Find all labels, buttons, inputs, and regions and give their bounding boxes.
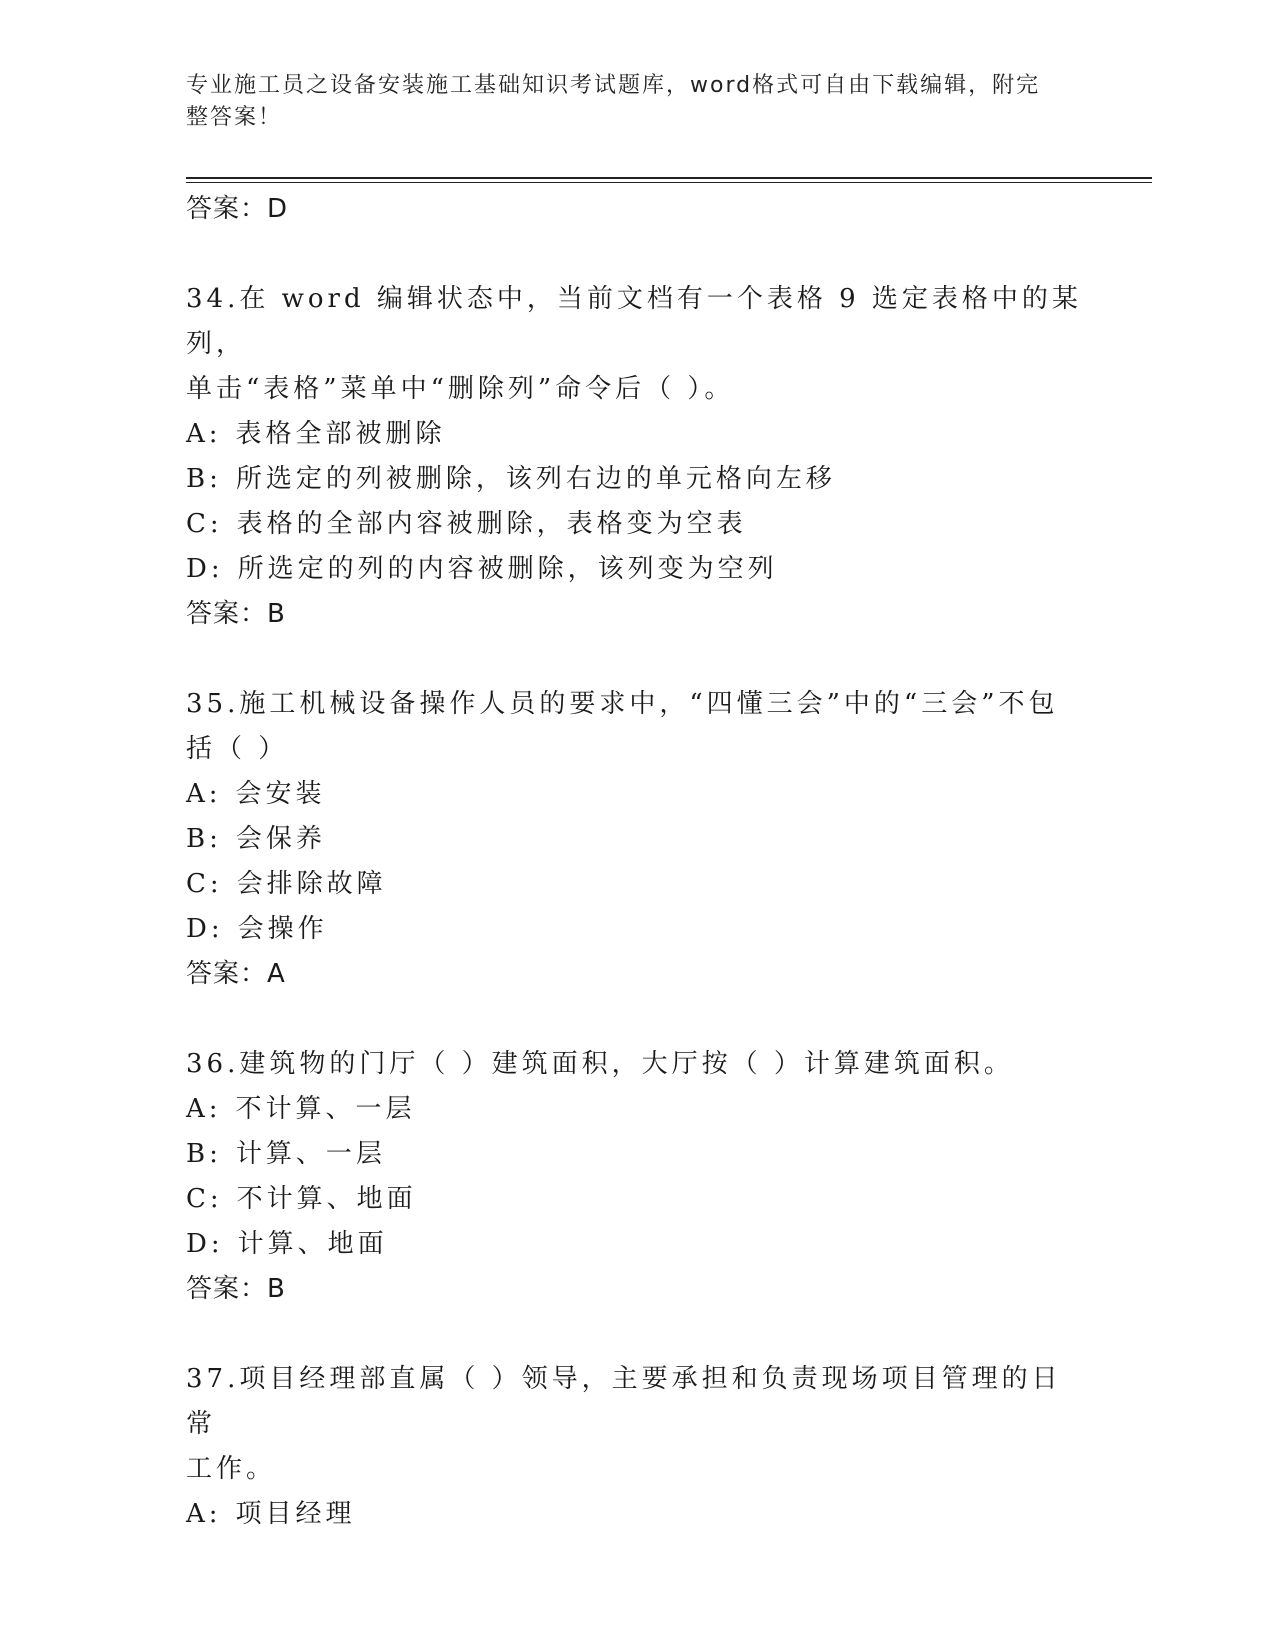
- question-block: [186, 1042, 1086, 1311]
- option-key: B:: [186, 1139, 222, 1169]
- option-text: 不计算、地面: [236, 1184, 417, 1214]
- question-block: [186, 682, 1086, 996]
- page-header: [186, 70, 1066, 134]
- answer-option: [186, 547, 1086, 592]
- answer-line: 答案：D: [186, 194, 289, 224]
- question-stem-line: 35.施工机械设备操作人员的要求中，“四懂三会”中的“三会”不包: [186, 689, 1059, 719]
- option-text: 所选定的列的内容被删除，该列变为空列: [237, 554, 778, 584]
- question-stem-line: 37.项目经理部直属（ ）领导，主要承担和负责现场项目管理的日常: [186, 1364, 1062, 1439]
- question-stem-line: 括（ ）: [186, 734, 289, 764]
- answer-option: [186, 1222, 1086, 1267]
- question-block: [186, 277, 1086, 636]
- question-block: [186, 1357, 1086, 1537]
- option-key: D:: [186, 554, 224, 584]
- option-text: 表格全部被删除: [235, 419, 446, 449]
- option-key: C:: [186, 1184, 223, 1214]
- header-divider-thin: [186, 182, 1152, 183]
- question-stem-line: 36.建筑物的门厅（ ）建筑面积，大厅按（ ）计算建筑面积。: [186, 1049, 1014, 1079]
- question-stem-line: 34.在 word 编辑状态中，当前文档有一个表格 9 选定表格中的某列，: [186, 284, 1082, 359]
- answer-option: [186, 457, 1086, 502]
- answer-option: [186, 862, 1086, 907]
- option-key: B:: [186, 464, 222, 494]
- option-key: A:: [186, 1499, 222, 1529]
- answer-option: [186, 502, 1086, 547]
- option-text: 所选定的列被删除，该列右边的单元格向左移: [235, 464, 836, 494]
- answer-option: [186, 817, 1086, 862]
- question-stem-line: 单击“表格”菜单中“删除列”命令后（ ）。: [186, 374, 735, 404]
- option-key: A:: [186, 779, 222, 809]
- option-text: 计算、一层: [235, 1139, 386, 1169]
- answer-option: [186, 1492, 1086, 1537]
- answer-option: [186, 772, 1086, 817]
- option-text: 计算、地面: [237, 1229, 388, 1259]
- option-text: 不计算、一层: [235, 1094, 416, 1124]
- question-list: [186, 187, 1086, 1537]
- answer-option: [186, 1177, 1086, 1222]
- option-text: 表格的全部内容被删除，表格变为空表: [236, 509, 747, 539]
- option-text: 会安装: [235, 779, 326, 809]
- option-text: 会保养: [235, 824, 326, 854]
- option-key: C:: [186, 509, 223, 539]
- answer-line: 答案：B: [186, 1274, 286, 1304]
- option-key: A:: [186, 419, 222, 449]
- option-key: D:: [186, 1229, 224, 1259]
- option-key: B:: [186, 824, 222, 854]
- option-key: C:: [186, 869, 223, 899]
- answer-option: [186, 1087, 1086, 1132]
- option-text: 会排除故障: [236, 869, 387, 899]
- option-text: 项目经理: [235, 1499, 356, 1529]
- answer-line: 答案：A: [186, 959, 286, 989]
- header-line: 整答案！: [186, 105, 283, 130]
- option-key: D:: [186, 914, 224, 944]
- header-line: 专业施工员之设备安装施工基础知识考试题库，word格式可自由下载编辑，附完: [186, 73, 1041, 98]
- option-key: A:: [186, 1094, 222, 1124]
- question-stem-line: 工作。: [186, 1454, 277, 1484]
- header-divider: [186, 177, 1152, 179]
- answer-option: [186, 907, 1086, 952]
- answer-line: 答案：B: [186, 599, 286, 629]
- option-text: 会操作: [237, 914, 328, 944]
- answer-option: [186, 1132, 1086, 1177]
- answer-option: [186, 412, 1086, 457]
